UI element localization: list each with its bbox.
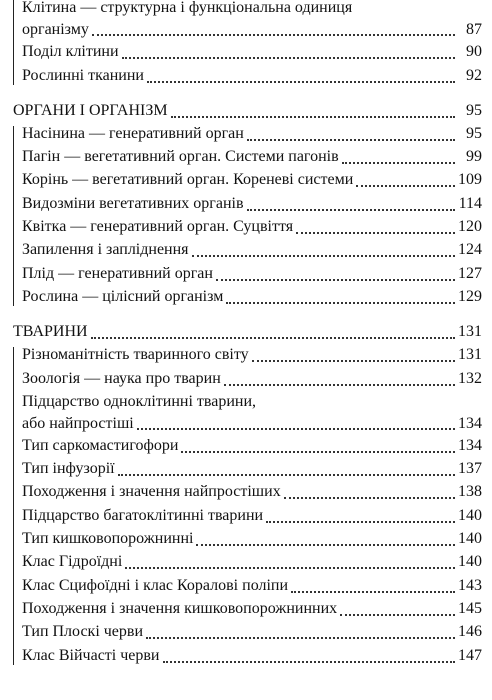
toc-entry[interactable] xyxy=(13,621,482,644)
toc-entry-title: Підцарство одноклітинні тварини, xyxy=(22,392,257,410)
toc-entry[interactable] xyxy=(13,216,482,239)
toc-entry[interactable] xyxy=(13,458,482,481)
page-number: 134 xyxy=(458,414,482,432)
toc-section xyxy=(0,99,492,309)
toc-entry-title: Тип інфузорії xyxy=(22,460,115,478)
page-number: 92 xyxy=(466,66,482,84)
toc-entry[interactable] xyxy=(13,391,482,435)
page-number: 131 xyxy=(458,322,482,340)
toc-entry-title: Тип саркомастигофори xyxy=(22,436,179,454)
section-rule xyxy=(13,126,14,306)
toc-entry-title: Тип кишковопорожнинні xyxy=(22,530,194,548)
dot-leader xyxy=(122,56,455,59)
toc-entry-title: Різноманітність тваринного світу xyxy=(22,346,249,364)
page-number: 140 xyxy=(458,506,482,524)
section-rule xyxy=(13,0,14,85)
toc-entry-title: або найпростіші xyxy=(22,414,134,432)
page-number: 114 xyxy=(458,194,482,212)
toc-entry-title: Запилення і запліднення xyxy=(22,241,189,259)
page-number: 143 xyxy=(458,576,482,594)
toc-entry-title: Плід — генеративний орган xyxy=(22,264,213,282)
toc-entry-line xyxy=(22,391,482,413)
toc-entry[interactable] xyxy=(13,598,482,621)
toc-entry-title: Видозміни вегетативних органів xyxy=(22,194,244,212)
toc-entry-title: Тип Плоскі черви xyxy=(22,623,144,641)
page-number: 140 xyxy=(458,553,482,571)
dot-leader xyxy=(340,613,455,616)
page-number: 127 xyxy=(458,264,482,282)
page-number: 109 xyxy=(458,171,482,189)
toc-entry[interactable] xyxy=(13,644,482,667)
page-number: 95 xyxy=(466,101,482,119)
page-number: 99 xyxy=(466,148,482,166)
dot-leader xyxy=(163,660,456,663)
page-number: 131 xyxy=(458,346,482,364)
page-number: 140 xyxy=(458,530,482,548)
toc-entry-title: Клас Війчасті черви xyxy=(22,646,160,664)
page-number: 146 xyxy=(458,623,482,641)
section-rule xyxy=(13,347,14,665)
page-number: 147 xyxy=(458,646,482,664)
dot-leader xyxy=(266,520,455,523)
dot-leader xyxy=(247,208,455,211)
toc-entry-title: Корінь — вегетативний орган. Кореневі системи xyxy=(22,171,354,189)
toc-entry-title: Рослинні тканини xyxy=(22,66,144,84)
toc-entry-title: Поділ клітини xyxy=(22,43,119,61)
toc-entry[interactable] xyxy=(13,504,482,527)
section-heading-title: ТВАРИНИ xyxy=(13,322,88,340)
toc-entry[interactable] xyxy=(13,41,482,64)
page-number: 95 xyxy=(466,124,482,142)
toc-section xyxy=(0,0,492,88)
toc-entry-title: Походження і значення кишковопорожнинних xyxy=(22,599,338,617)
page-number: 145 xyxy=(458,599,482,617)
toc-entry[interactable] xyxy=(13,192,482,215)
toc-entry-title: Клас Гідроїдні xyxy=(22,553,123,571)
toc-entry-line xyxy=(22,19,482,41)
toc-entry-title: Насінина — генеративний орган xyxy=(22,124,244,142)
toc-entry-line xyxy=(22,413,482,435)
page-number: 87 xyxy=(466,21,482,38)
dot-leader xyxy=(252,359,455,362)
section-heading-title: ОРГАНИ І ОРГАНІЗМ xyxy=(13,101,168,119)
toc-entry-line xyxy=(22,0,482,19)
dot-leader xyxy=(118,473,455,476)
page-number: 129 xyxy=(458,287,482,305)
toc-entry-title: Квітка — генеративний орган. Суцвіття xyxy=(22,218,294,236)
dot-leader xyxy=(284,496,455,499)
toc-entry-title: Пагін — вегетативний орган. Системи пагонів xyxy=(22,148,339,166)
dot-leader xyxy=(92,33,455,36)
dot-leader xyxy=(146,636,455,639)
dot-leader xyxy=(91,336,455,339)
toc-entry[interactable] xyxy=(13,262,482,285)
toc-entry[interactable] xyxy=(13,123,482,146)
dot-leader xyxy=(125,566,455,569)
toc-entry[interactable] xyxy=(13,146,482,169)
dot-leader xyxy=(226,301,455,304)
section-heading[interactable] xyxy=(13,320,482,344)
toc-entry-title: організму xyxy=(22,21,89,38)
toc-entry[interactable] xyxy=(13,367,482,390)
page-number: 134 xyxy=(458,436,482,454)
section-heading[interactable] xyxy=(13,99,482,123)
dot-leader xyxy=(216,278,455,281)
page-number: 124 xyxy=(458,241,482,259)
dot-leader xyxy=(137,427,455,430)
toc-entry[interactable] xyxy=(13,64,482,87)
toc-entry[interactable] xyxy=(13,0,482,41)
dot-leader xyxy=(356,184,455,187)
dot-leader xyxy=(147,80,455,83)
toc-entry[interactable] xyxy=(13,481,482,504)
toc-entry-title: Підцарство багатоклітинні тварини xyxy=(22,506,264,524)
toc-entry-title: Клітина — структурна і функціональна одиниця xyxy=(22,0,353,16)
toc-entry-title: Зоологія — наука про тварин xyxy=(22,369,221,387)
page-number: 137 xyxy=(458,460,482,478)
toc-entry-title: Клас Сцифоїдні і клас Коралові поліпи xyxy=(22,576,289,594)
toc-section xyxy=(0,320,492,668)
dot-leader xyxy=(247,138,455,141)
page-number: 132 xyxy=(458,369,482,387)
dot-leader xyxy=(192,254,455,257)
toc-entry[interactable] xyxy=(13,344,482,367)
dot-leader xyxy=(181,450,455,453)
page-number: 90 xyxy=(466,43,482,61)
toc-entry[interactable] xyxy=(13,528,482,551)
dot-leader xyxy=(196,543,455,546)
dot-leader xyxy=(342,161,455,164)
page-number: 138 xyxy=(458,483,482,501)
dot-leader xyxy=(224,383,455,386)
toc-entry-title: Рослина — цілісний організм xyxy=(22,287,224,305)
toc-entry[interactable] xyxy=(13,239,482,262)
toc-entry[interactable] xyxy=(13,551,482,574)
toc-entry[interactable] xyxy=(13,169,482,192)
dot-leader xyxy=(291,590,455,593)
toc-entry[interactable] xyxy=(13,435,482,458)
toc-entry-title: Походження і значення найпростіших xyxy=(22,483,281,501)
dot-leader xyxy=(171,115,455,118)
dot-leader xyxy=(296,231,455,234)
toc-entry[interactable] xyxy=(13,286,482,309)
toc-entry[interactable] xyxy=(13,574,482,597)
page-number: 120 xyxy=(458,218,482,236)
